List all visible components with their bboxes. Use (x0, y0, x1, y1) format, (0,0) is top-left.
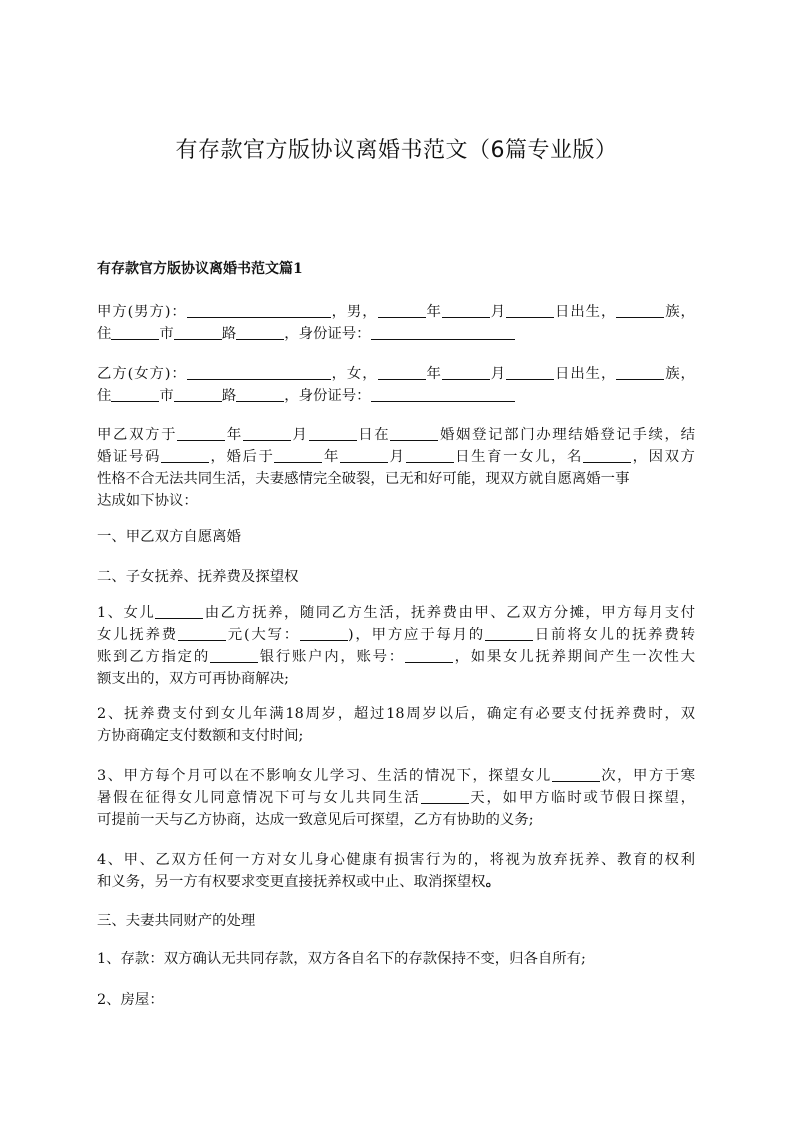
clause-2: 二、子女抚养、抚养费及探望权 (97, 569, 299, 585)
blank (177, 425, 225, 441)
blank-month (442, 364, 490, 380)
blank-year (378, 302, 426, 318)
clause-3-1: 1、存款：双方确认无共同存款，双方各自名下的存款保持不变，归各自所有; (97, 951, 586, 967)
blank-number (236, 386, 284, 402)
clause-1: 一、甲乙双方自愿离婚 (97, 529, 241, 545)
blank-city (111, 386, 159, 402)
blank (309, 425, 357, 441)
blank (421, 788, 469, 804)
intro-paragraph: 甲乙双方于 年 月 日在 婚姻登记部门办理结婚登记手续，结 婚证号码 ，婚后于 年 月 日生育一女儿，名 ，因双方 性格不合无法共同生活，夫妻感情完全破裂，已无和好可能，现双方就自愿离婚一事 达成如下协议： (97, 427, 695, 509)
blank (405, 647, 453, 663)
blank (583, 447, 631, 463)
blank-day (506, 364, 554, 380)
blank-ethnic (616, 364, 664, 380)
blank-ethnic (616, 302, 664, 318)
blank (485, 625, 533, 641)
blank (274, 447, 322, 463)
blank-city (111, 324, 159, 340)
clause-3-2: 2、房屋： (97, 992, 164, 1008)
blank (340, 447, 388, 463)
blank (390, 425, 438, 441)
clause-2-2: 2、抚养费支付到女儿年满18周岁，超过18周岁以后，确定有必要支付抚养费时，双 方协商确定支付数额和支付时间; (97, 706, 695, 744)
clause-2-1: 1、女儿 由乙方抚养，随同乙方生活，抚养费由甲、乙双方分摊，甲方每月支付 女儿抚养费 元(大写： )，甲方应于每月的 日前将女儿的抚养费转 账到乙方指定的 银行账户内，账号： ，如果女儿抚养期间产生一次性大 额支出的，双方可再协商解决; (97, 605, 696, 687)
blank-month (442, 302, 490, 318)
blank-name (187, 364, 331, 380)
section-heading: 有存款官方版协议离婚书范文篇1 (97, 261, 303, 277)
document-title: 有存款官方版协议离婚书范文（6篇专业版） (175, 138, 618, 163)
blank (178, 625, 226, 641)
blank-road (174, 386, 222, 402)
blank (210, 647, 258, 663)
blank-number (236, 324, 284, 340)
blank (300, 625, 348, 641)
blank (243, 425, 291, 441)
clause-3: 三、夫妻共同财产的处理 (97, 913, 256, 929)
blank (155, 603, 203, 619)
blank-road (174, 324, 222, 340)
clause-2-3: 3、甲方每个月可以在不影响女儿学习、生活的情况下，探望女儿 次，甲方于寒 暑假在征得女儿同意情况下可与女儿共同生活 天，如甲方临时或节假日探望， 可提前一天与乙方协商，达成一致意见后可探望，乙方有协助的义务; (97, 768, 695, 828)
blank-year (378, 364, 426, 380)
party-b-paragraph: 乙方(女方)： ，女， 年 月 日出生， 族， 住 市 路 ，身份证号： (97, 366, 695, 404)
blank-id (371, 324, 515, 340)
blank-name (187, 302, 331, 318)
blank-day (506, 302, 554, 318)
blank (406, 447, 454, 463)
blank-id (371, 386, 515, 402)
party-a-paragraph: 甲方(男方)： ，男， 年 月 日出生， 族， 住 市 路 ，身份证号： (97, 304, 695, 342)
clause-2-4: 4、甲、乙双方任何一方对女儿身心健康有损害行为的，将视为放弃抚养、教育的权利 和义务，另一方有权要求变更直接抚养权或中止、取消探望权。 (97, 852, 695, 890)
blank (552, 766, 600, 782)
blank (161, 447, 209, 463)
